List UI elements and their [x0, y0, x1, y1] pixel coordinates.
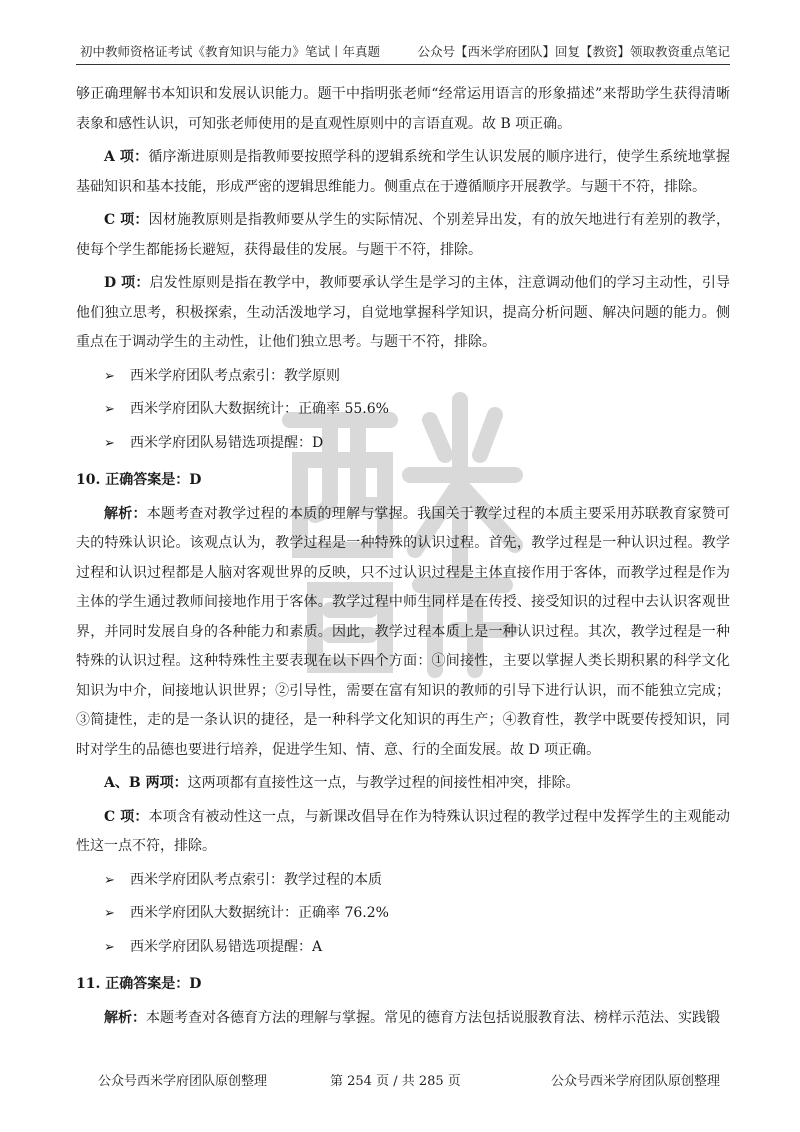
q10-option-ab [76, 769, 730, 799]
q11-analysis-label: 解析： [104, 1009, 146, 1026]
footer-left: 公众号西米学府团队原创整理 [98, 1074, 268, 1089]
list-item [76, 395, 730, 425]
list-item [76, 362, 730, 392]
option-c-label: C 项： [104, 212, 149, 228]
q11-analysis [76, 1004, 730, 1034]
option-d-paragraph [76, 269, 730, 358]
list-item [76, 933, 730, 963]
arrow-bullet-icon: ➢ [104, 906, 115, 921]
option-c-text: 因材施教原则是指教师要从学生的实际情况、个别差异出发，有的放矢地进行有差别的教学，使每个学生都能扬长避短，获得最佳的发展。与题干不符，排除。 [76, 212, 730, 258]
q11-heading: 11. 正确答案是：D [76, 976, 202, 992]
q10-heading: 10. 正确答案是：D [76, 472, 202, 488]
bullet-text: 西米学府团队考点索引：教学过程的本质 [130, 871, 382, 888]
option-d-text: 启发性原则是指在教学中，教师要承认学生是学习的主体，注意调动他们的学习主动性，引导他们独立思考，积极探索，生动活泼地学习，自觉地掌握科学知识，提高分析问题、解决问题的能力。侧重点在于调动学生的主动性，让他们独立思考。与题干不符，排除。 [76, 275, 731, 350]
footer-right: 公众号西米学府团队原创整理 [550, 1074, 720, 1089]
page-content [76, 80, 730, 1037]
continuation-paragraph: 够正确理解书本知识和发展认识能力。题干中指明张老师“经常运用语言的形象描述”来帮助学生获得清晰表象和感性认识，可知张老师使用的是直观性原则中的言语直观。故 B 项正确。 [76, 86, 730, 132]
page-header [76, 40, 730, 65]
page-number: 第 254 页 / 共 285 页 [330, 1074, 461, 1089]
bullet-text: 西米学府团队易错选项提醒：A [130, 938, 323, 955]
list-item [76, 899, 730, 929]
arrow-bullet-icon: ➢ [104, 368, 115, 384]
arrow-bullet-icon: ➢ [104, 939, 115, 955]
arrow-bullet-icon: ➢ [104, 872, 115, 888]
list-item [76, 866, 730, 896]
header-promo: 公众号【西米学府团队】回复【教资】领取教资重点笔记 [417, 44, 730, 59]
q10-option-ab-text: 这两项都有直接性这一点，与教学过程的间接性相冲突，排除。 [187, 775, 580, 791]
header-title: 初中教师资格证考试《教育知识与能力》笔试丨年真题 [80, 44, 381, 59]
q10-analysis [76, 500, 730, 766]
arrow-bullet-icon: ➢ [104, 435, 115, 451]
option-c-paragraph [76, 206, 730, 265]
q10-option-c-label: C 项： [104, 808, 149, 825]
arrow-bullet-icon: ➢ [104, 402, 115, 417]
option-d-label: D 项： [104, 275, 150, 291]
q11-analysis-text: 本题考查对各德育方法的理解与掌握。常见的德育方法包括说服教育法、榜样示范法、实践锻 [146, 1009, 720, 1026]
q10-option-ab-label: A、B 两项： [104, 775, 188, 791]
option-a-text: 循序渐进原则是指教师要按照学科的逻辑系统和学生认识发展的顺序进行，使学生系统地掌握基础知识和基本技能，形成严密的逻辑思维能力。侧重点在于遵循顺序开展教学。与题干不符，排除。 [76, 149, 730, 195]
bullet-text: 西米学府团队大数据统计：正确率 76.2% [130, 905, 389, 921]
list-item [76, 429, 730, 459]
option-a-paragraph [76, 143, 730, 202]
bullet-text: 西米学府团队考点索引：教学原则 [130, 367, 340, 384]
q10-analysis-text: 本题考查对教学过程的本质的理解与掌握。我国关于教学过程的本质主要采用苏联教育家赞可夫的特殊认识论。该观点认为，教学过程是一种特殊的认识过程。首先，教学过程是一种认识过程。教学过程和认识过程都是人脑对客观世界的反映，只不过认识过程是主体直接作用于客体，而教学过程是作为主体的学生通过教师间接地作用于客体。教学过程中师生同样是在传授、接受知识的过程中去认识客观世界，并同时发展自身的各种能力和素质。因此，教学过程本质上是一种认识过程。其次，教学过程是一种特殊的认识过程。这种特殊性主要表现在以下四个方面：①间接性，主要以掌握人类长期积累的科学文化知识为中介，间接地认识世界；②引导性，需要在富有知识的教师的引导下进行认识，而不能独立完成；③简捷性，走的是一条认识的捷径，是一种科学文化知识的再生产；④教育性，教学中既要传授知识，同时对学生的品德也要进行培养，促进学生知、情、意、行的全面发展。故 D 项正确。 [76, 505, 731, 758]
bullet-text: 西米学府团队易错选项提醒：D [130, 434, 324, 451]
option-a-label: A 项： [104, 149, 149, 165]
bullet-text: 西米学府团队大数据统计：正确率 55.6% [130, 401, 389, 417]
q10-option-c [76, 803, 730, 862]
q10-analysis-label: 解析： [104, 505, 147, 522]
q10-option-c-text: 本项含有被动性这一点，与新课改倡导在作为特殊认识过程的教学过程中发挥学生的主观能动性这一点不符，排除。 [76, 808, 730, 854]
